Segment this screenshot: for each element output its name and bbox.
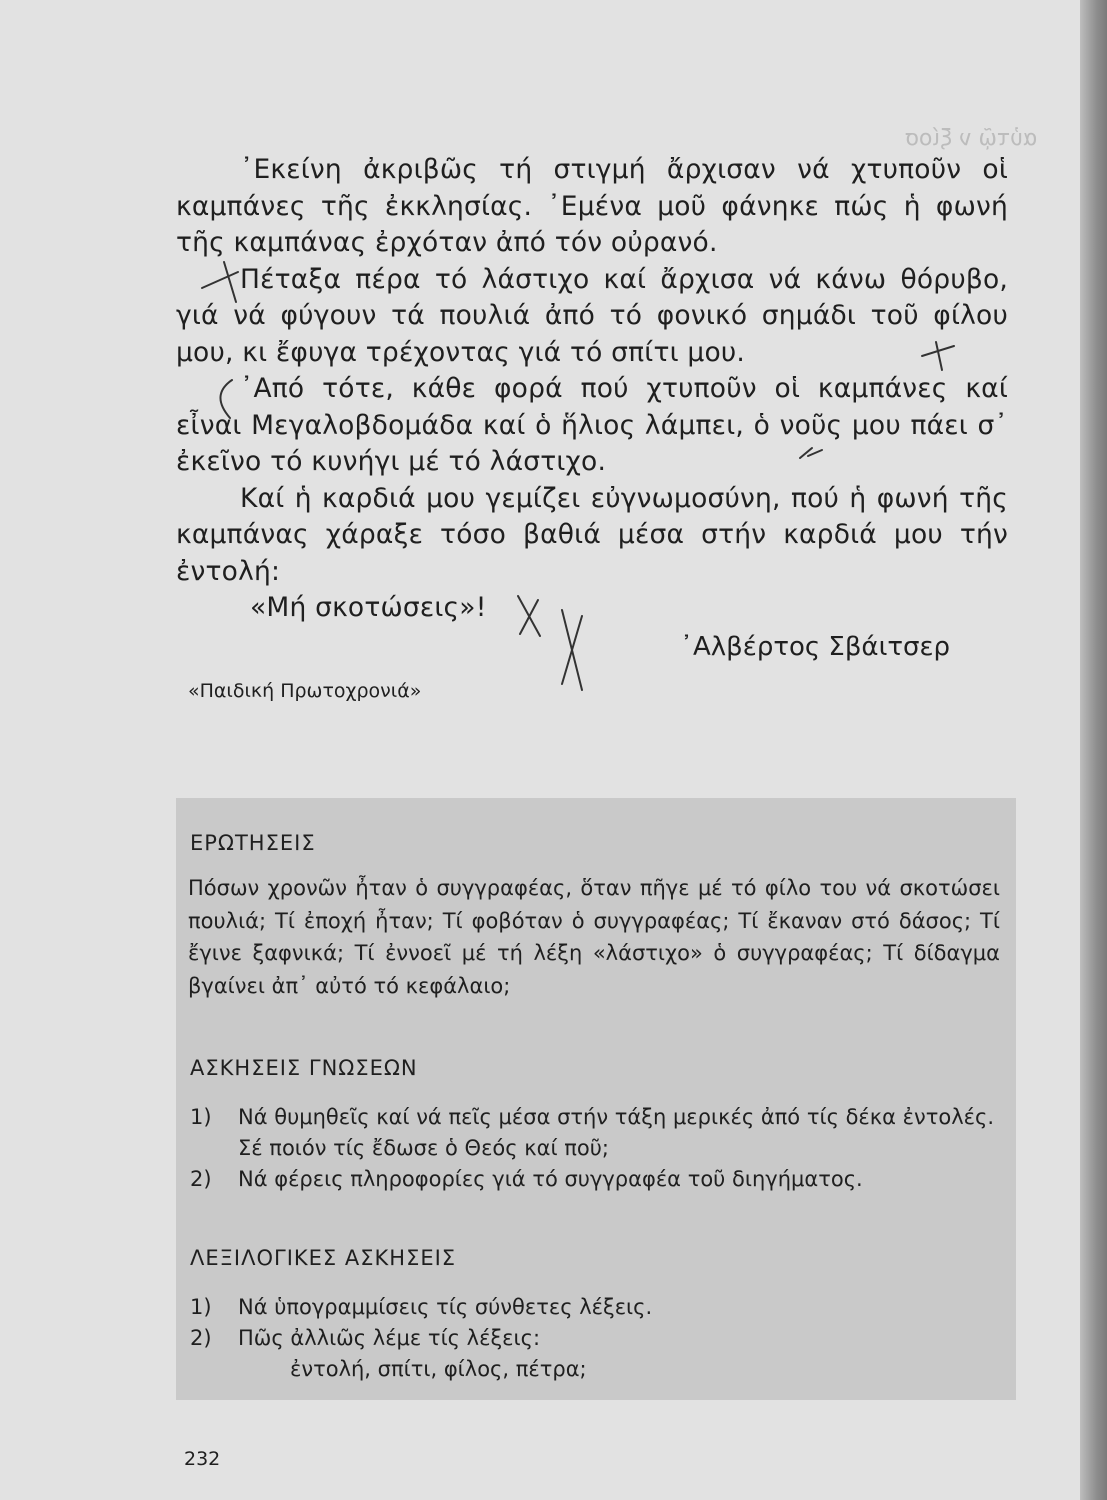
list-item: 2) Νά φέρεις πληροφορίες γιά τό συγγραφέα τοῦ διηγήματος. [190,1167,863,1191]
story-paragraph: Πέταξα πέρα τό λάστιχο καί ἄρχισα νά κάνω θόρυβο, γιά νά φύγουν τά πουλιά ἀπό τό φονικό σημάδι τοῦ φίλου μου, κι ἔφυγα τρέχοντας γιά τό σπίτι μου. [176,263,1008,368]
source-citation: «Παιδική Πρωτοχρονιά» [188,680,422,702]
author-name: ᾿Αλβέρτος Σβάιτσερ [680,632,951,662]
knowledge-heading: ΑΣΚΗΣΕΙΣ ΓΝΩΣΕΩΝ [190,1056,418,1080]
questions-heading: ΕΡΩΤΗΣΕΙΣ [190,831,316,855]
story-text [176,152,1008,627]
vocab-words: ἐντολή, σπίτι, φίλος, πέτρα; [290,1357,587,1381]
vocab-list [190,1292,1000,1385]
story-quote: «Μή σκοτώσεις»! [250,592,487,623]
story-paragraph: Καί ἡ καρδιά μου γεμίζει εὐγνωμοσύνη, πού ἡ φωνή τῆς καμπάνας χάραξε τόσο βαθιά μέσα στήν καρδιά μου τήν ἐντολή: [176,482,1008,587]
list-item: 2) Πῶς ἀλλιῶς λέμε τίς λέξεις: [190,1326,541,1350]
knowledge-list [190,1102,1000,1195]
story-paragraph: ᾿Από τότε, κάθε φορά πού χτυποῦν οἱ καμπάνες καί εἶναι Μεγαλοβδομάδα καί ὁ ἥλιος λάμπει, ὁ νοῦς μου πάει σ᾿ ἐκεῖνο τό κυνήγι μέ τό λάστιχο. [176,373,1008,477]
show-through-text: αὐτῷ ν ξίοσ [905,126,1038,151]
story-paragraph: ᾿Εκείνη ἀκριβῶς τή στιγμή ἄρχισαν νά χτυποῦν οἱ καμπάνες τῆς ἐκκλησίας. ᾿Εμένα μοῦ φάνηκε πώς ἡ φωνή τῆς καμπάνας ἐρχόταν ἀπό τόν οὐρανό. [176,154,1008,258]
list-item [190,1354,1000,1385]
questions-text: Πόσων χρονῶν ἦταν ὁ συγγραφέας, ὅταν πῆγε μέ τό φίλο του νά σκοτώσει πουλιά; Τί ἐποχή ἦταν; Τί φοβόταν ὁ συγγραφέας; Τί ἔκαναν στό δάσος; Τί ἔγινε ξαφνικά; Τί ἐννοεῖ μέ τή λέξη «λάστιχο» ὁ συγγραφέας; Τί δίδαγμα βγαίνει ἀπ᾿ αὐτό τό κεφάλαιο; [188,876,1000,998]
page-number: 232 [184,1448,221,1470]
book-spine [1080,0,1107,1500]
exercises-box [176,798,1016,1400]
vocab-heading: ΛΕΞΙΛΟΓΙΚΕΣ ΑΣΚΗΣΕΙΣ [190,1246,457,1270]
list-item: 1) Νά θυμηθεῖς καί νά πεῖς μέσα στήν τάξη μερικές ἀπό τίς δέκα ἐντολές. Σέ ποιόν τίς ἔδωσε ὁ Θεός καί ποῦ; [190,1105,995,1160]
list-item: 1) Νά ὑπογραμμίσεις τίς σύνθετες λέξεις. [190,1295,653,1319]
